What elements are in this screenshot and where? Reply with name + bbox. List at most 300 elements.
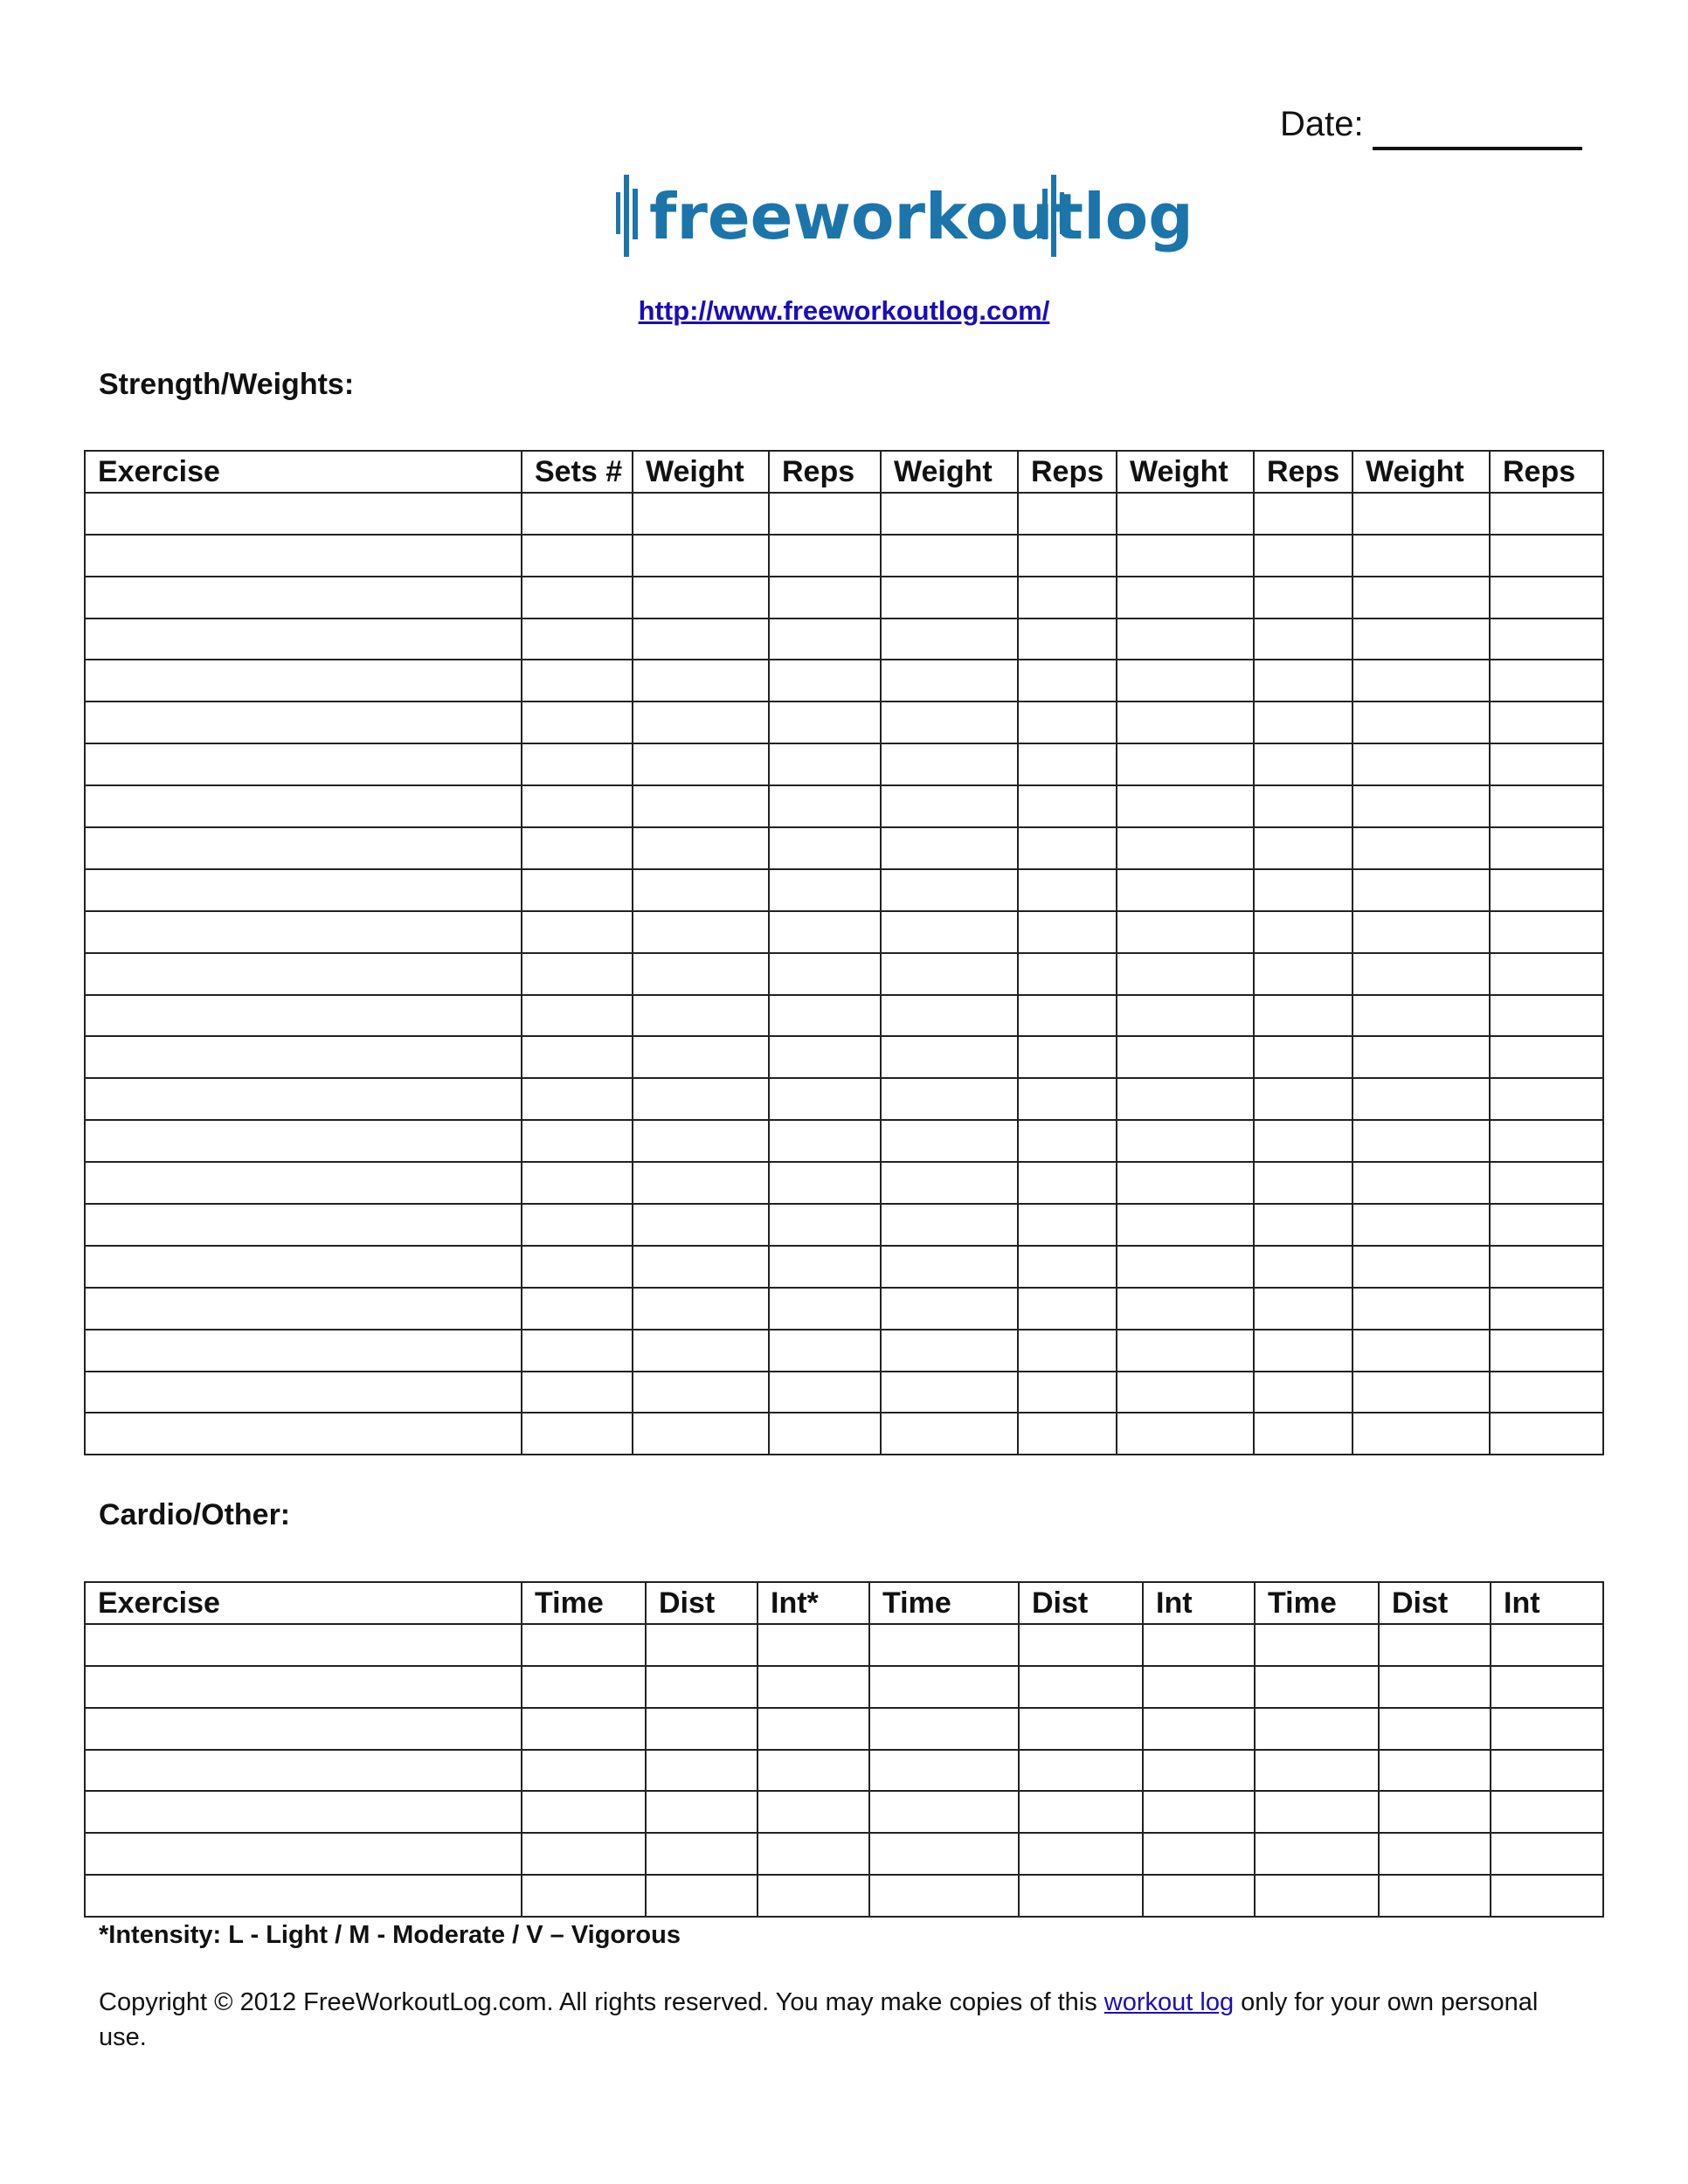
table-cell[interactable] (881, 1288, 1018, 1330)
table-cell[interactable] (881, 911, 1018, 953)
table-cell[interactable] (633, 1204, 769, 1246)
table-cell[interactable] (85, 1120, 522, 1162)
table-cell[interactable] (85, 1288, 522, 1330)
table-cell[interactable] (1352, 1413, 1490, 1455)
table-cell[interactable] (633, 619, 769, 660)
table-cell[interactable] (1254, 785, 1352, 827)
table-cell[interactable] (1018, 1162, 1117, 1204)
table-cell[interactable] (1490, 1372, 1603, 1413)
table-cell[interactable] (1254, 619, 1352, 660)
table-cell[interactable] (522, 1708, 646, 1750)
table-cell[interactable] (1018, 493, 1117, 535)
table-cell[interactable] (1255, 1833, 1379, 1875)
table-cell[interactable] (881, 869, 1018, 911)
table-cell[interactable] (1490, 619, 1603, 660)
table-cell[interactable] (869, 1875, 1019, 1917)
table-cell[interactable] (522, 911, 633, 953)
table-cell[interactable] (522, 785, 633, 827)
table-cell[interactable] (522, 1372, 633, 1413)
table-cell[interactable] (1019, 1624, 1143, 1666)
table-cell[interactable] (1352, 1204, 1490, 1246)
table-cell[interactable] (1254, 995, 1352, 1037)
table-cell[interactable] (869, 1666, 1019, 1708)
table-cell[interactable] (1491, 1875, 1603, 1917)
table-cell[interactable] (633, 911, 769, 953)
table-cell[interactable] (85, 1666, 522, 1708)
table-cell[interactable] (881, 1204, 1018, 1246)
table-cell[interactable] (758, 1791, 869, 1833)
table-cell[interactable] (1491, 1666, 1603, 1708)
table-cell[interactable] (1255, 1875, 1379, 1917)
table-cell[interactable] (758, 1750, 869, 1792)
table-cell[interactable] (85, 1246, 522, 1288)
table-cell[interactable] (881, 1120, 1018, 1162)
table-cell[interactable] (1352, 1120, 1490, 1162)
table-cell[interactable] (758, 1833, 869, 1875)
table-cell[interactable] (881, 1246, 1018, 1288)
table-cell[interactable] (881, 743, 1018, 785)
table-cell[interactable] (1018, 1120, 1117, 1162)
table-cell[interactable] (522, 1246, 633, 1288)
table-cell[interactable] (633, 1036, 769, 1078)
table-cell[interactable] (1019, 1791, 1143, 1833)
table-cell[interactable] (1352, 869, 1490, 911)
table-cell[interactable] (1255, 1708, 1379, 1750)
table-cell[interactable] (1352, 743, 1490, 785)
table-cell[interactable] (1143, 1833, 1255, 1875)
table-cell[interactable] (85, 702, 522, 743)
table-cell[interactable] (869, 1708, 1019, 1750)
table-cell[interactable] (1018, 660, 1117, 702)
table-cell[interactable] (522, 1624, 646, 1666)
table-cell[interactable] (646, 1875, 758, 1917)
table-cell[interactable] (1352, 1078, 1490, 1120)
table-cell[interactable] (1254, 1372, 1352, 1413)
table-cell[interactable] (1255, 1666, 1379, 1708)
table-cell[interactable] (85, 1791, 522, 1833)
table-cell[interactable] (633, 577, 769, 619)
table-cell[interactable] (769, 743, 881, 785)
table-cell[interactable] (85, 1162, 522, 1204)
table-cell[interactable] (85, 1413, 522, 1455)
table-cell[interactable] (1490, 869, 1603, 911)
table-cell[interactable] (633, 1330, 769, 1372)
table-cell[interactable] (769, 1204, 881, 1246)
table-cell[interactable] (646, 1833, 758, 1875)
table-cell[interactable] (85, 660, 522, 702)
table-cell[interactable] (85, 1875, 522, 1917)
table-cell[interactable] (769, 1246, 881, 1288)
table-cell[interactable] (633, 1120, 769, 1162)
table-cell[interactable] (881, 827, 1018, 869)
table-cell[interactable] (1117, 827, 1254, 869)
table-cell[interactable] (1117, 702, 1254, 743)
table-cell[interactable] (1352, 702, 1490, 743)
table-cell[interactable] (1490, 743, 1603, 785)
table-cell[interactable] (881, 535, 1018, 577)
table-cell[interactable] (1254, 1413, 1352, 1455)
table-cell[interactable] (522, 1078, 633, 1120)
table-cell[interactable] (869, 1833, 1019, 1875)
table-cell[interactable] (1490, 702, 1603, 743)
table-cell[interactable] (1019, 1833, 1143, 1875)
table-cell[interactable] (1254, 1120, 1352, 1162)
table-cell[interactable] (881, 995, 1018, 1037)
table-cell[interactable] (1352, 1162, 1490, 1204)
site-url-link[interactable]: http://www.freeworkoutlog.com/ (638, 295, 1050, 326)
table-cell[interactable] (1018, 1372, 1117, 1413)
table-cell[interactable] (85, 1372, 522, 1413)
table-cell[interactable] (1491, 1624, 1603, 1666)
table-cell[interactable] (1379, 1791, 1491, 1833)
table-cell[interactable] (1255, 1750, 1379, 1792)
table-cell[interactable] (1491, 1833, 1603, 1875)
table-cell[interactable] (1019, 1666, 1143, 1708)
table-cell[interactable] (646, 1624, 758, 1666)
table-cell[interactable] (85, 1204, 522, 1246)
table-cell[interactable] (522, 493, 633, 535)
table-cell[interactable] (1143, 1708, 1255, 1750)
table-cell[interactable] (1254, 1204, 1352, 1246)
table-cell[interactable] (769, 1413, 881, 1455)
table-cell[interactable] (85, 911, 522, 953)
table-cell[interactable] (1019, 1708, 1143, 1750)
table-cell[interactable] (1018, 1078, 1117, 1120)
table-cell[interactable] (1352, 577, 1490, 619)
table-cell[interactable] (1018, 577, 1117, 619)
table-cell[interactable] (1352, 619, 1490, 660)
table-cell[interactable] (522, 660, 633, 702)
table-cell[interactable] (881, 1078, 1018, 1120)
table-cell[interactable] (1490, 660, 1603, 702)
table-cell[interactable] (769, 911, 881, 953)
table-cell[interactable] (1117, 535, 1254, 577)
table-cell[interactable] (1018, 1204, 1117, 1246)
table-cell[interactable] (1490, 1246, 1603, 1288)
table-cell[interactable] (1352, 493, 1490, 535)
table-cell[interactable] (769, 702, 881, 743)
table-cell[interactable] (1018, 1246, 1117, 1288)
table-cell[interactable] (1379, 1833, 1491, 1875)
table-cell[interactable] (1018, 1330, 1117, 1372)
table-cell[interactable] (869, 1624, 1019, 1666)
table-cell[interactable] (1490, 577, 1603, 619)
table-cell[interactable] (633, 1162, 769, 1204)
table-cell[interactable] (85, 1624, 522, 1666)
table-cell[interactable] (1491, 1791, 1603, 1833)
table-cell[interactable] (1352, 953, 1490, 995)
table-cell[interactable] (85, 743, 522, 785)
table-cell[interactable] (1143, 1624, 1255, 1666)
table-cell[interactable] (769, 827, 881, 869)
table-cell[interactable] (769, 1120, 881, 1162)
table-cell[interactable] (1254, 1162, 1352, 1204)
table-cell[interactable] (758, 1708, 869, 1750)
table-cell[interactable] (1352, 1246, 1490, 1288)
table-cell[interactable] (1490, 785, 1603, 827)
table-cell[interactable] (1143, 1666, 1255, 1708)
table-cell[interactable] (1117, 660, 1254, 702)
table-cell[interactable] (522, 743, 633, 785)
table-cell[interactable] (881, 953, 1018, 995)
table-cell[interactable] (1254, 869, 1352, 911)
table-cell[interactable] (85, 953, 522, 995)
table-cell[interactable] (881, 702, 1018, 743)
table-cell[interactable] (1018, 1036, 1117, 1078)
table-cell[interactable] (633, 785, 769, 827)
table-cell[interactable] (1018, 995, 1117, 1037)
table-cell[interactable] (1490, 535, 1603, 577)
table-cell[interactable] (881, 1372, 1018, 1413)
table-cell[interactable] (1254, 660, 1352, 702)
table-cell[interactable] (633, 1078, 769, 1120)
table-cell[interactable] (1254, 1246, 1352, 1288)
date-blank-line[interactable] (1373, 107, 1582, 150)
table-cell[interactable] (633, 869, 769, 911)
table-cell[interactable] (1117, 1162, 1254, 1204)
table-cell[interactable] (646, 1791, 758, 1833)
table-cell[interactable] (85, 1330, 522, 1372)
table-cell[interactable] (633, 493, 769, 535)
table-cell[interactable] (1379, 1666, 1491, 1708)
table-cell[interactable] (769, 785, 881, 827)
table-cell[interactable] (869, 1750, 1019, 1792)
table-cell[interactable] (522, 535, 633, 577)
table-cell[interactable] (522, 1120, 633, 1162)
table-cell[interactable] (881, 1330, 1018, 1372)
table-cell[interactable] (522, 1833, 646, 1875)
table-cell[interactable] (633, 1372, 769, 1413)
table-cell[interactable] (85, 869, 522, 911)
table-cell[interactable] (522, 1413, 633, 1455)
table-cell[interactable] (1491, 1708, 1603, 1750)
table-cell[interactable] (1117, 1330, 1254, 1372)
table-cell[interactable] (1379, 1750, 1491, 1792)
table-cell[interactable] (769, 1330, 881, 1372)
table-cell[interactable] (1352, 535, 1490, 577)
table-cell[interactable] (1490, 1036, 1603, 1078)
table-cell[interactable] (1018, 827, 1117, 869)
table-cell[interactable] (1352, 785, 1490, 827)
table-cell[interactable] (1255, 1791, 1379, 1833)
table-cell[interactable] (1352, 1372, 1490, 1413)
table-cell[interactable] (1254, 953, 1352, 995)
table-cell[interactable] (1490, 827, 1603, 869)
table-cell[interactable] (1117, 1413, 1254, 1455)
table-cell[interactable] (1379, 1624, 1491, 1666)
table-cell[interactable] (1255, 1624, 1379, 1666)
table-cell[interactable] (522, 1162, 633, 1204)
table-cell[interactable] (1117, 619, 1254, 660)
table-cell[interactable] (1352, 1036, 1490, 1078)
table-cell[interactable] (1490, 953, 1603, 995)
table-cell[interactable] (881, 493, 1018, 535)
table-cell[interactable] (769, 1036, 881, 1078)
table-cell[interactable] (1018, 1288, 1117, 1330)
table-cell[interactable] (633, 1288, 769, 1330)
table-cell[interactable] (1117, 1120, 1254, 1162)
table-cell[interactable] (1018, 702, 1117, 743)
table-cell[interactable] (1117, 493, 1254, 535)
table-cell[interactable] (1018, 953, 1117, 995)
table-cell[interactable] (85, 535, 522, 577)
table-cell[interactable] (522, 1875, 646, 1917)
table-cell[interactable] (1254, 911, 1352, 953)
table-cell[interactable] (1018, 619, 1117, 660)
table-cell[interactable] (769, 535, 881, 577)
table-cell[interactable] (633, 827, 769, 869)
table-cell[interactable] (769, 869, 881, 911)
table-cell[interactable] (85, 1036, 522, 1078)
table-cell[interactable] (522, 953, 633, 995)
table-cell[interactable] (881, 660, 1018, 702)
table-cell[interactable] (633, 660, 769, 702)
table-cell[interactable] (85, 785, 522, 827)
table-cell[interactable] (1018, 911, 1117, 953)
table-cell[interactable] (769, 1078, 881, 1120)
table-cell[interactable] (769, 577, 881, 619)
table-cell[interactable] (1117, 785, 1254, 827)
table-cell[interactable] (522, 1791, 646, 1833)
table-cell[interactable] (522, 1330, 633, 1372)
table-cell[interactable] (646, 1750, 758, 1792)
table-cell[interactable] (758, 1875, 869, 1917)
table-cell[interactable] (1018, 869, 1117, 911)
table-cell[interactable] (1117, 995, 1254, 1037)
table-cell[interactable] (1117, 1288, 1254, 1330)
table-cell[interactable] (633, 535, 769, 577)
table-cell[interactable] (85, 1078, 522, 1120)
table-cell[interactable] (1117, 1204, 1254, 1246)
table-cell[interactable] (646, 1666, 758, 1708)
table-cell[interactable] (633, 1413, 769, 1455)
table-cell[interactable] (769, 493, 881, 535)
table-cell[interactable] (633, 702, 769, 743)
table-cell[interactable] (1490, 1078, 1603, 1120)
table-cell[interactable] (881, 619, 1018, 660)
table-cell[interactable] (1018, 1413, 1117, 1455)
workout-log-link[interactable]: workout log (1103, 1988, 1235, 2016)
table-cell[interactable] (769, 1372, 881, 1413)
table-cell[interactable] (1352, 1330, 1490, 1372)
table-cell[interactable] (1490, 1120, 1603, 1162)
table-cell[interactable] (1117, 1372, 1254, 1413)
table-cell[interactable] (1143, 1875, 1255, 1917)
table-cell[interactable] (1018, 785, 1117, 827)
table-cell[interactable] (1254, 1078, 1352, 1120)
table-cell[interactable] (881, 1162, 1018, 1204)
table-cell[interactable] (1117, 1036, 1254, 1078)
table-cell[interactable] (1490, 1162, 1603, 1204)
table-cell[interactable] (758, 1666, 869, 1708)
table-cell[interactable] (85, 493, 522, 535)
table-cell[interactable] (769, 1288, 881, 1330)
table-cell[interactable] (1352, 911, 1490, 953)
table-cell[interactable] (522, 619, 633, 660)
table-cell[interactable] (633, 995, 769, 1037)
table-cell[interactable] (881, 577, 1018, 619)
table-cell[interactable] (522, 869, 633, 911)
table-cell[interactable] (522, 1288, 633, 1330)
table-cell[interactable] (522, 1666, 646, 1708)
table-cell[interactable] (522, 995, 633, 1037)
table-cell[interactable] (1352, 1288, 1490, 1330)
table-cell[interactable] (1254, 1330, 1352, 1372)
table-cell[interactable] (85, 619, 522, 660)
table-cell[interactable] (85, 1708, 522, 1750)
table-cell[interactable] (881, 1036, 1018, 1078)
table-cell[interactable] (522, 1036, 633, 1078)
table-cell[interactable] (869, 1791, 1019, 1833)
table-cell[interactable] (1490, 1288, 1603, 1330)
table-cell[interactable] (85, 995, 522, 1037)
table-cell[interactable] (522, 577, 633, 619)
table-cell[interactable] (1254, 493, 1352, 535)
table-cell[interactable] (522, 1204, 633, 1246)
table-cell[interactable] (1352, 660, 1490, 702)
table-cell[interactable] (881, 785, 1018, 827)
table-cell[interactable] (1254, 702, 1352, 743)
table-cell[interactable] (1254, 1288, 1352, 1330)
table-cell[interactable] (1490, 995, 1603, 1037)
table-cell[interactable] (633, 1246, 769, 1288)
table-cell[interactable] (1490, 1413, 1603, 1455)
table-cell[interactable] (1352, 995, 1490, 1037)
table-cell[interactable] (1019, 1750, 1143, 1792)
table-cell[interactable] (1490, 1204, 1603, 1246)
table-cell[interactable] (1117, 577, 1254, 619)
table-cell[interactable] (769, 995, 881, 1037)
table-cell[interactable] (1254, 535, 1352, 577)
table-cell[interactable] (881, 1413, 1018, 1455)
table-cell[interactable] (1490, 493, 1603, 535)
table-cell[interactable] (769, 660, 881, 702)
table-cell[interactable] (1490, 911, 1603, 953)
table-cell[interactable] (85, 1833, 522, 1875)
table-cell[interactable] (85, 577, 522, 619)
table-cell[interactable] (1018, 535, 1117, 577)
table-cell[interactable] (646, 1708, 758, 1750)
table-cell[interactable] (1117, 743, 1254, 785)
table-cell[interactable] (1018, 743, 1117, 785)
table-cell[interactable] (1490, 1330, 1603, 1372)
table-cell[interactable] (769, 953, 881, 995)
table-cell[interactable] (85, 1750, 522, 1792)
table-cell[interactable] (522, 702, 633, 743)
table-cell[interactable] (1019, 1875, 1143, 1917)
table-cell[interactable] (1143, 1791, 1255, 1833)
table-cell[interactable] (1117, 1246, 1254, 1288)
table-cell[interactable] (633, 953, 769, 995)
table-cell[interactable] (1379, 1875, 1491, 1917)
table-cell[interactable] (633, 743, 769, 785)
table-cell[interactable] (1254, 1036, 1352, 1078)
table-cell[interactable] (1254, 827, 1352, 869)
table-cell[interactable] (1254, 577, 1352, 619)
table-cell[interactable] (769, 1162, 881, 1204)
table-cell[interactable] (1117, 953, 1254, 995)
table-cell[interactable] (85, 827, 522, 869)
table-cell[interactable] (522, 1750, 646, 1792)
table-cell[interactable] (1254, 743, 1352, 785)
table-cell[interactable] (1143, 1750, 1255, 1792)
table-cell[interactable] (1379, 1708, 1491, 1750)
table-cell[interactable] (1117, 1078, 1254, 1120)
table-cell[interactable] (758, 1624, 869, 1666)
table-cell[interactable] (1117, 911, 1254, 953)
table-cell[interactable] (1117, 869, 1254, 911)
table-cell[interactable] (769, 619, 881, 660)
